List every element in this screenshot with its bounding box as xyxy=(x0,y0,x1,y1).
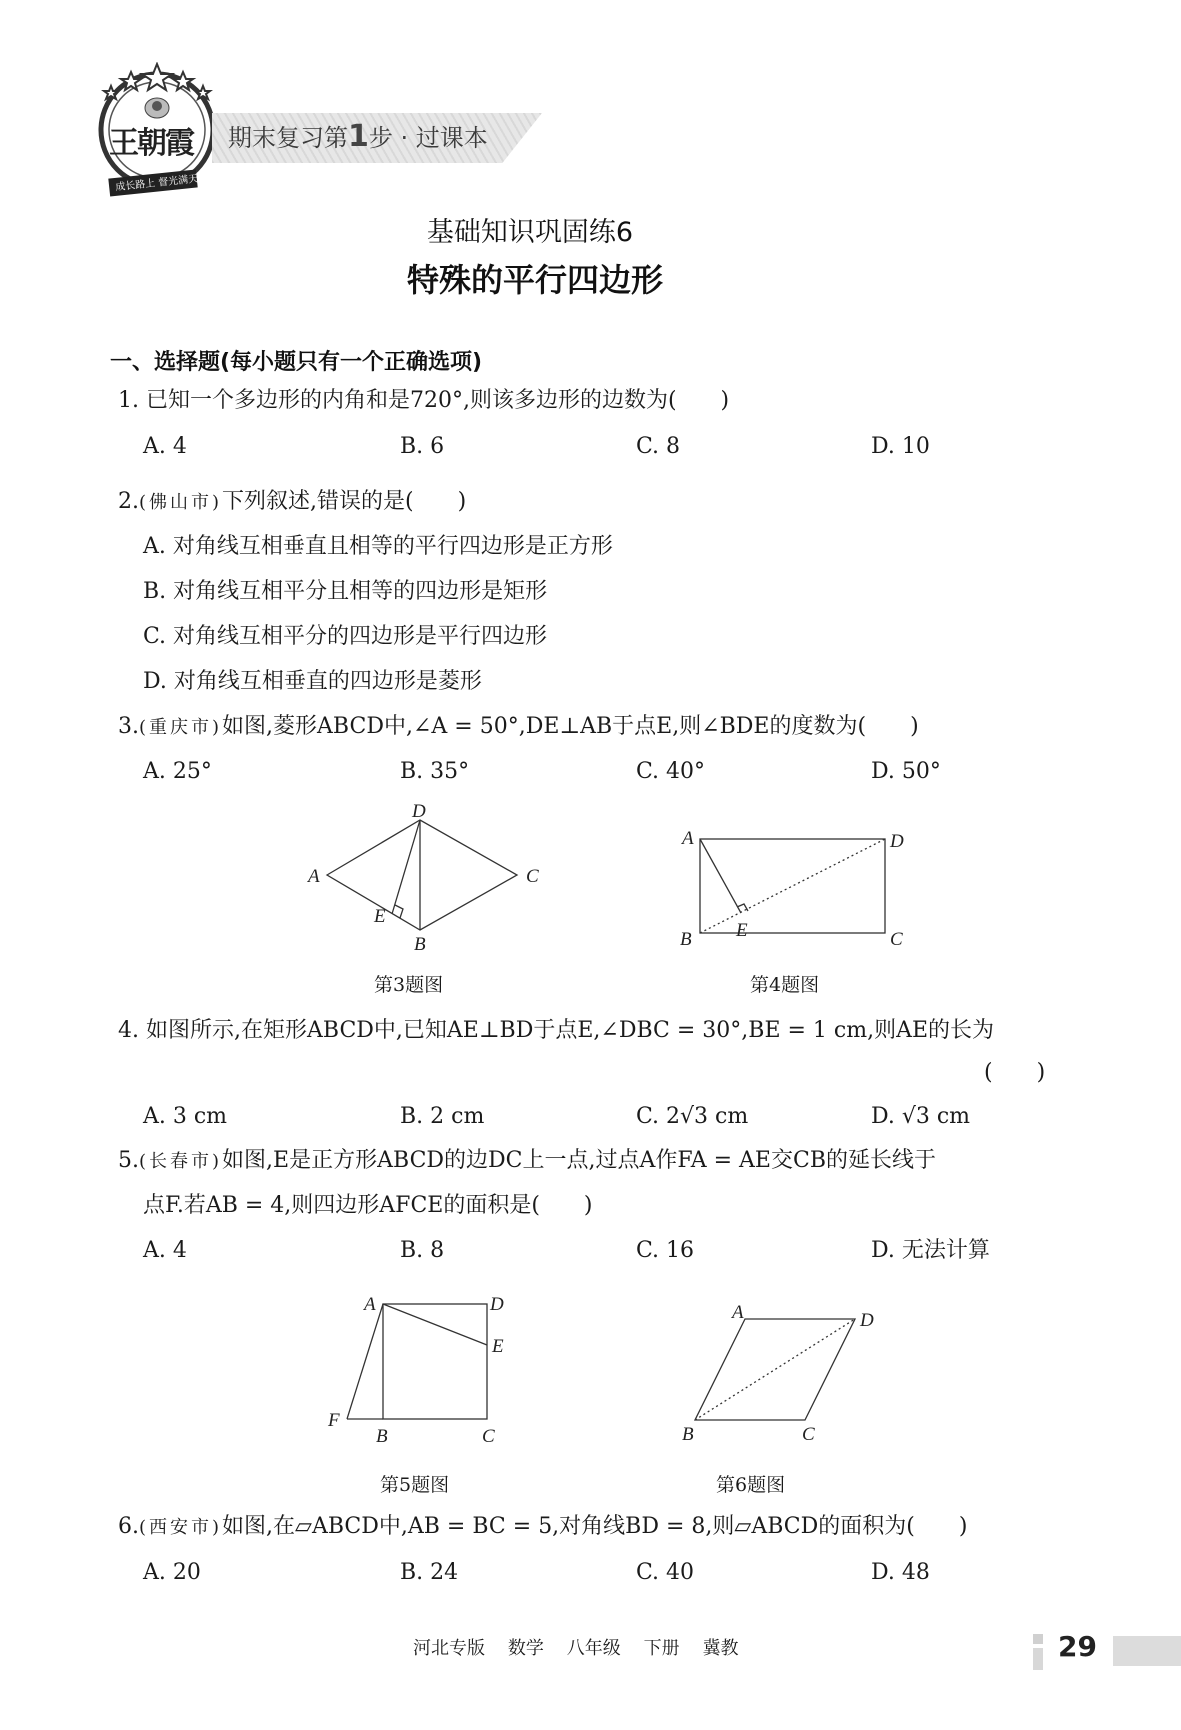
fig6-diagonal-bd xyxy=(695,1319,855,1420)
figure-6-caption: 第6题图 xyxy=(716,1474,786,1496)
q5-option-c[interactable]: C. 16 xyxy=(636,1238,695,1263)
logo-name: 王朝霞 xyxy=(109,126,193,161)
question-2 xyxy=(118,487,466,518)
q3-region: (重庆市) xyxy=(139,717,223,738)
fig6-label-d: D xyxy=(860,1310,874,1331)
fig4-label-b: B xyxy=(680,929,692,950)
page-tab-block-1 xyxy=(1033,1634,1043,1644)
fig5-square-shape xyxy=(383,1304,487,1419)
fig3-label-c: C xyxy=(526,866,539,887)
q1-option-a[interactable]: A. 4 xyxy=(143,434,187,459)
banner-title xyxy=(228,118,488,154)
q6-number: 6. xyxy=(118,1514,139,1539)
fig5-label-e: E xyxy=(492,1336,504,1357)
fig3-label-e: E xyxy=(374,906,386,927)
q2-option-c[interactable]: C. 对角线互相平分的四边形是平行四边形 xyxy=(143,624,548,649)
fig3-label-b: B xyxy=(414,934,426,955)
q6-text: 如图,在▱ABCD中,AB = BC = 5,对角线BD = 8,则▱ABCD的面积为( ) xyxy=(222,1514,968,1539)
q1-option-d[interactable]: D. 10 xyxy=(871,434,930,459)
q2-option-d[interactable]: D. 对角线互相垂直的四边形是菱形 xyxy=(143,669,482,694)
footer-edition: 河北专版 xyxy=(413,1638,485,1659)
q6-option-d[interactable]: D. 48 xyxy=(871,1560,930,1585)
q6-region: (西安市) xyxy=(139,1517,223,1538)
q6-option-a[interactable]: A. 20 xyxy=(143,1560,201,1585)
footer-volume: 下册 xyxy=(643,1638,680,1659)
brand-logo xyxy=(95,62,220,197)
q6-option-b[interactable]: B. 24 xyxy=(400,1560,459,1585)
fig6-label-c: C xyxy=(802,1424,815,1445)
fig3-label-a: A xyxy=(308,866,320,887)
page-number-decoration xyxy=(1033,1634,1181,1670)
section-heading: 一、选择题(每小题只有一个正确选项) xyxy=(110,350,483,375)
q2-region: (佛山市) xyxy=(139,492,223,513)
q4-option-d[interactable]: D. √3 cm xyxy=(871,1104,971,1129)
q2-option-a[interactable]: A. 对角线互相垂直且相等的平行四边形是正方形 xyxy=(143,534,613,559)
q5-option-b[interactable]: B. 8 xyxy=(400,1238,445,1263)
footer-subject: 数学 xyxy=(507,1638,544,1659)
fig4-label-d: D xyxy=(890,831,904,852)
q2-option-b[interactable]: B. 对角线互相平分且相等的四边形是矩形 xyxy=(143,579,548,604)
fig4-label-a: A xyxy=(682,828,694,849)
q4-answer-blank[interactable]: ( ) xyxy=(984,1060,1046,1085)
figure-5-caption: 第5题图 xyxy=(380,1474,450,1496)
fig4-label-e: E xyxy=(736,920,748,941)
question-6 xyxy=(118,1512,967,1543)
banner-step: 1 xyxy=(348,119,369,154)
footer-grade: 八年级 xyxy=(566,1638,621,1659)
q4-option-a[interactable]: A. 3 cm xyxy=(143,1104,228,1129)
q2-number: 2. xyxy=(118,489,139,514)
fig4-line-ae xyxy=(700,839,741,913)
question-4: 4. 如图所示,在矩形ABCD中,已知AE⊥BD于点E,∠DBC = 30°,BE = 1 cm,则AE的长为 xyxy=(118,1018,995,1043)
figure-6-parallelogram xyxy=(670,1300,890,1450)
page-tab-block-2 xyxy=(1033,1648,1043,1670)
question-1: 1. 已知一个多边形的内角和是720°,则该多边形的边数为( ) xyxy=(118,388,730,413)
page-title: 特殊的平行四边形 xyxy=(406,261,663,299)
fig4-label-c: C xyxy=(890,929,903,950)
question-5-line-2: 点F.若AB = 4,则四边形AFCE的面积是( ) xyxy=(143,1193,593,1218)
q3-option-c[interactable]: C. 40° xyxy=(636,759,706,784)
q5-option-a[interactable]: A. 4 xyxy=(143,1238,187,1263)
q5-text: 如图,E是正方形ABCD的边DC上一点,过点A作FA = AE交CB的延长线于 xyxy=(222,1148,936,1173)
figure-3-caption: 第3题图 xyxy=(374,974,444,996)
fig5-label-c: C xyxy=(482,1426,495,1447)
fig5-label-d: D xyxy=(490,1294,504,1315)
fig6-label-b: B xyxy=(682,1424,694,1445)
fig5-label-b: B xyxy=(376,1426,388,1447)
footer-publisher: 冀教 xyxy=(702,1638,739,1659)
q3-text: 如图,菱形ABCD中,∠A = 50°,DE⊥AB于点E,则∠BDE的度数为( ) xyxy=(222,714,919,739)
figure-3-rhombus xyxy=(300,800,560,960)
q4-option-c[interactable]: C. 2√3 cm xyxy=(636,1104,749,1129)
figure-5-square xyxy=(320,1290,540,1455)
question-3 xyxy=(118,712,919,743)
fig5-line-ae xyxy=(383,1304,487,1345)
q5-option-d[interactable]: D. 无法计算 xyxy=(871,1238,990,1263)
fig5-label-a: A xyxy=(364,1294,376,1315)
fig5-line-af xyxy=(347,1304,383,1419)
page-tab-bar xyxy=(1113,1636,1181,1666)
q5-region: (长春市) xyxy=(139,1151,223,1172)
q3-option-a[interactable]: A. 25° xyxy=(143,759,212,784)
q2-text: 下列叙述,错误的是( ) xyxy=(222,489,467,514)
fig3-rhombus-shape xyxy=(327,820,517,930)
figure-4-caption: 第4题图 xyxy=(750,974,820,996)
q1-option-b[interactable]: B. 6 xyxy=(400,434,445,459)
q4-option-b[interactable]: B. 2 cm xyxy=(400,1104,485,1129)
q3-option-d[interactable]: D. 50° xyxy=(871,759,941,784)
figure-4-rectangle xyxy=(670,820,910,960)
q5-number: 5. xyxy=(118,1148,139,1173)
fig6-label-a: A xyxy=(732,1302,744,1323)
page-subtitle: 基础知识巩固练6 xyxy=(426,217,634,248)
banner-suffix: 步 · 过课本 xyxy=(368,124,488,152)
q3-number: 3. xyxy=(118,714,139,739)
fig5-label-f: F xyxy=(328,1410,340,1431)
question-5 xyxy=(118,1146,936,1177)
q6-option-c[interactable]: C. 40 xyxy=(636,1560,695,1585)
banner-prefix: 期末复习第 xyxy=(228,124,348,152)
footer-info xyxy=(413,1634,739,1660)
q3-option-b[interactable]: B. 35° xyxy=(400,759,470,784)
fig4-diagonal-bd xyxy=(700,839,885,933)
fig3-label-d: D xyxy=(412,801,426,822)
q1-option-c[interactable]: C. 8 xyxy=(636,434,681,459)
page-number: 29 xyxy=(1058,1630,1097,1663)
logo-slogan: 成长路上 督光满天 xyxy=(114,173,199,194)
